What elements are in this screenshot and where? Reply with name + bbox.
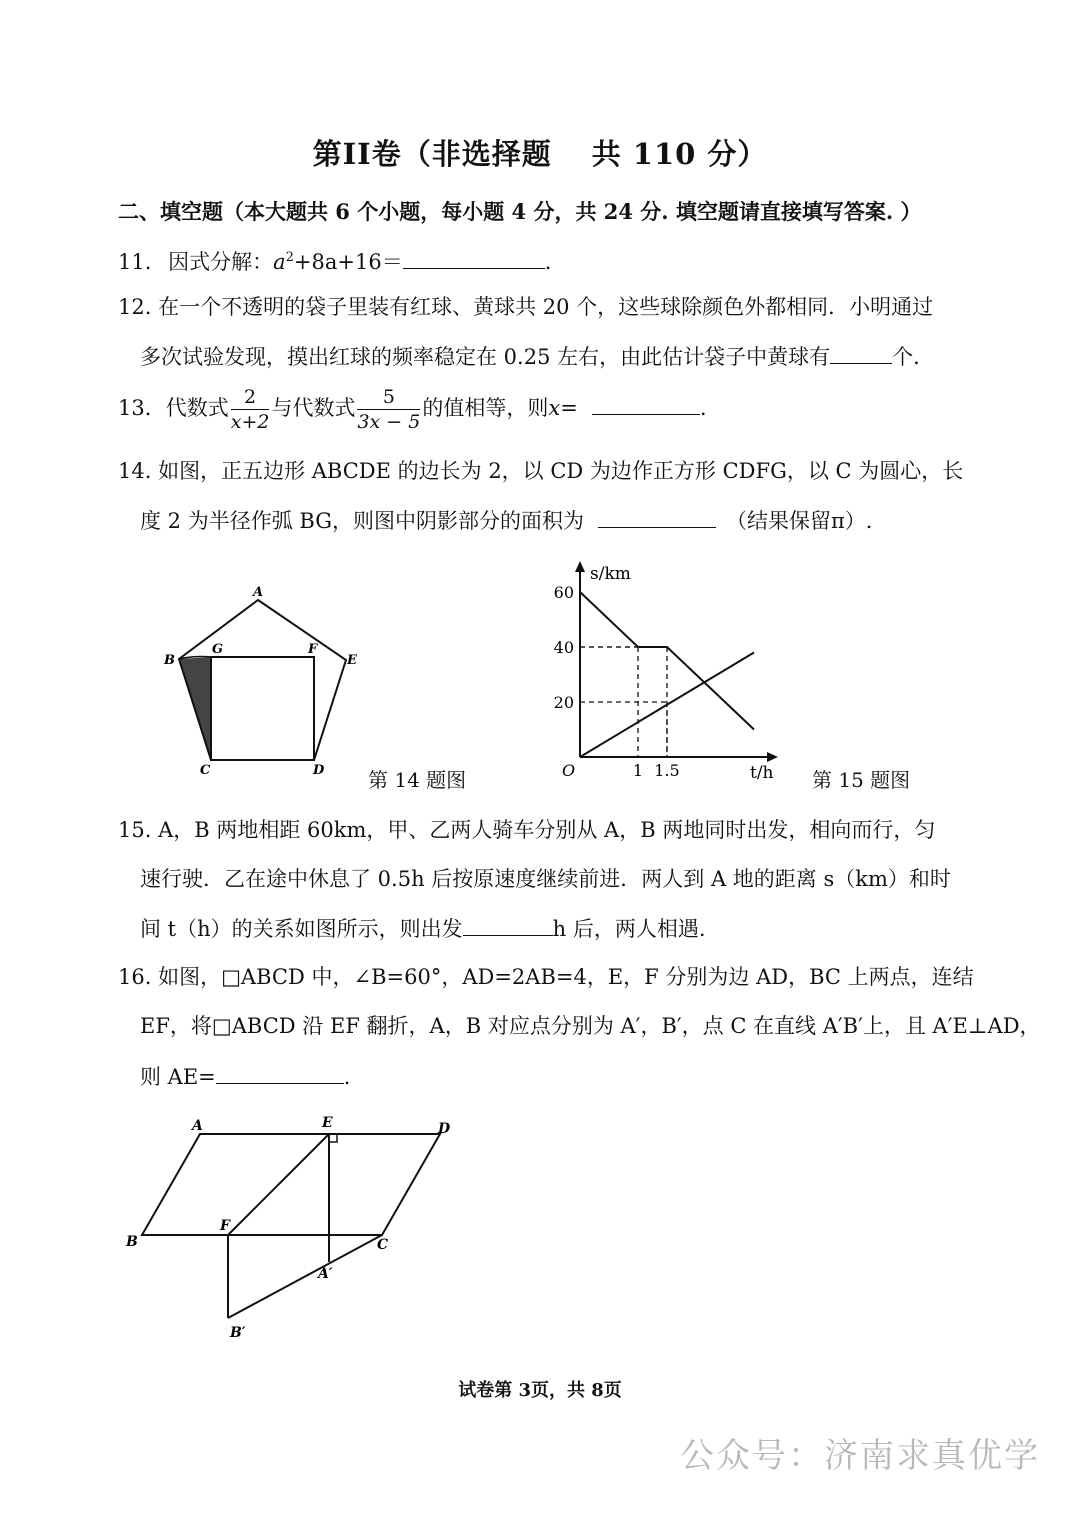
q14-line2-a: 度 2 为半径作弧 BG，则图中阴影部分的面积为 — [140, 509, 584, 533]
q16-line1: 16. 如图，□ABCD 中，∠B=60°，AD=2AB=4，E，F 分别为边 AD，BC 上两点，连结 — [118, 965, 974, 989]
q13-answer-blank[interactable] — [592, 392, 700, 415]
fig16-parallelogram — [142, 1134, 440, 1235]
q13-text-c: 的值相等，则 — [422, 396, 549, 420]
q11-tail: . — [544, 250, 552, 274]
title-part1: 第II卷（非选择题 — [312, 137, 552, 171]
y-tick-label: 20 — [553, 693, 574, 712]
x-axis-label: t/h — [750, 763, 774, 783]
q11-expr-rest: +8a+16＝ — [293, 250, 403, 274]
fig15-caption: 第 15 题图 — [812, 768, 911, 792]
watermark: 公众号：济南求真优学 — [680, 1436, 1040, 1476]
q13-frac2-num: 5 — [357, 385, 420, 410]
q16-line2: EF，将□ABCD 沿 EF 翻折，A，B 对应点分别为 A′，B′，点 C 在直线 A′B′上，且 A′E⊥AD， — [140, 1014, 1041, 1038]
q16-line3-a: 则 AE= — [140, 1065, 216, 1089]
fig14-label-c: C — [200, 763, 211, 778]
q13-frac1-num: 2 — [231, 385, 270, 410]
fig14-label-a: A — [253, 585, 264, 600]
fig16-label-b: B — [126, 1234, 138, 1250]
question-13 — [118, 385, 707, 434]
y-tick-label: 40 — [553, 638, 574, 657]
origin-label: O — [562, 761, 576, 780]
q11-answer-blank[interactable] — [403, 246, 545, 269]
y-axis-arrow — [575, 561, 585, 572]
q14-line1: 14. 如图，正五边形 ABCDE 的边长为 2，以 CD 为边作正方形 CDFG，以 C 为圆心，长 — [118, 459, 964, 483]
q13-number: 13． — [118, 396, 166, 420]
q14-line2 — [140, 505, 872, 536]
page-footer: 试卷第 3页，共 8页 — [458, 1380, 622, 1401]
fig16-label-b-prime: B′ — [230, 1325, 246, 1341]
figure-14 — [150, 578, 380, 783]
q16-line3-b: . — [343, 1065, 351, 1089]
q12-line2-a: 多次试验发现，摸出红球的频率稳定在 0.25 左右，由此估计袋子中黄球有 — [140, 345, 831, 369]
q12-line2-b: 个． — [892, 345, 935, 369]
q15-line3-a: 间 t（h）的关系如图所示，则出发 — [140, 917, 463, 941]
q15-answer-blank[interactable] — [463, 913, 553, 936]
q15-line3 — [140, 913, 706, 944]
fig14-label-e: E — [347, 653, 357, 668]
q15-line2: 速行驶．乙在途中休息了 0.5h 后按原速度继续前进．两人到 A 地的距离 s（km）和时 — [140, 867, 951, 891]
q12-line2 — [140, 341, 934, 372]
q12-answer-blank[interactable] — [830, 341, 892, 364]
fig16-label-a-prime: A′ — [318, 1266, 333, 1282]
fig16-line-a1b1 — [228, 1235, 382, 1318]
fig16-right-angle-mark — [329, 1134, 337, 1142]
fig14-caption: 第 14 题图 — [368, 768, 467, 792]
fig14-label-g: G — [212, 642, 224, 657]
figure-15-chart — [550, 555, 790, 790]
fig14-label-f: F — [308, 642, 318, 657]
q13-eq: = — [560, 396, 578, 420]
q13-fraction-1 — [231, 385, 270, 434]
section-heading: 二、填空题（本大题共 6 个小题，每小题 4 分，共 24 分. 填空题请直接填写答案. ） — [118, 199, 922, 224]
fig14-label-b: B — [164, 653, 175, 668]
q15-line1: 15. A，B 两地相距 60km，甲、乙两人骑车分别从 A，B 两地同时出发，相向而行，匀 — [118, 818, 936, 842]
x-tick-label: 1.5 — [654, 761, 680, 780]
q11-expr-base: a — [273, 250, 286, 274]
page-title — [0, 132, 1080, 173]
fig14-label-d: D — [313, 763, 325, 778]
q13-frac1-den: x+2 — [230, 411, 270, 433]
q11-lead: 因式分解： — [168, 250, 274, 274]
fig16-label-f: F — [220, 1218, 230, 1234]
x-axis-arrow — [767, 752, 778, 762]
q15-line3-b: h 后，两人相遇. — [552, 917, 706, 941]
x-tick-label: 1 — [632, 761, 644, 780]
fig16-label-c: C — [377, 1237, 389, 1253]
y-axis-label: s/km — [590, 564, 631, 584]
q12-line1: 12. 在一个不透明的袋子里装有红球、黄球共 20 个，这些球除颜色外都相同．小明通过 — [118, 295, 934, 319]
fig14-square — [211, 657, 314, 760]
fig16-label-e: E — [322, 1115, 333, 1131]
fig16-segment-ef — [228, 1134, 329, 1235]
question-11 — [118, 243, 551, 277]
q13-fraction-2 — [357, 385, 420, 434]
q11-number: 11. — [118, 250, 152, 274]
q13-tail: . — [699, 396, 707, 420]
fig16-label-a: A — [192, 1118, 203, 1134]
q16-line3 — [140, 1061, 350, 1092]
q13-frac2-den: 3x − 5 — [357, 411, 421, 433]
q13-text-a: 代数式 — [165, 396, 229, 420]
q16-answer-blank[interactable] — [216, 1061, 344, 1084]
q11-expr-exp: 2 — [285, 250, 294, 265]
figure-16 — [120, 1110, 465, 1345]
y-tick-label: 60 — [553, 583, 574, 602]
q14-line2-b: （结果保留π）. — [725, 509, 873, 533]
q13-text-b: 与代数式 — [271, 396, 356, 420]
fig16-label-d: D — [438, 1121, 451, 1137]
q13-var: x — [548, 396, 561, 420]
q14-answer-blank[interactable] — [598, 505, 716, 528]
title-part2: 共 110 分） — [591, 137, 768, 171]
